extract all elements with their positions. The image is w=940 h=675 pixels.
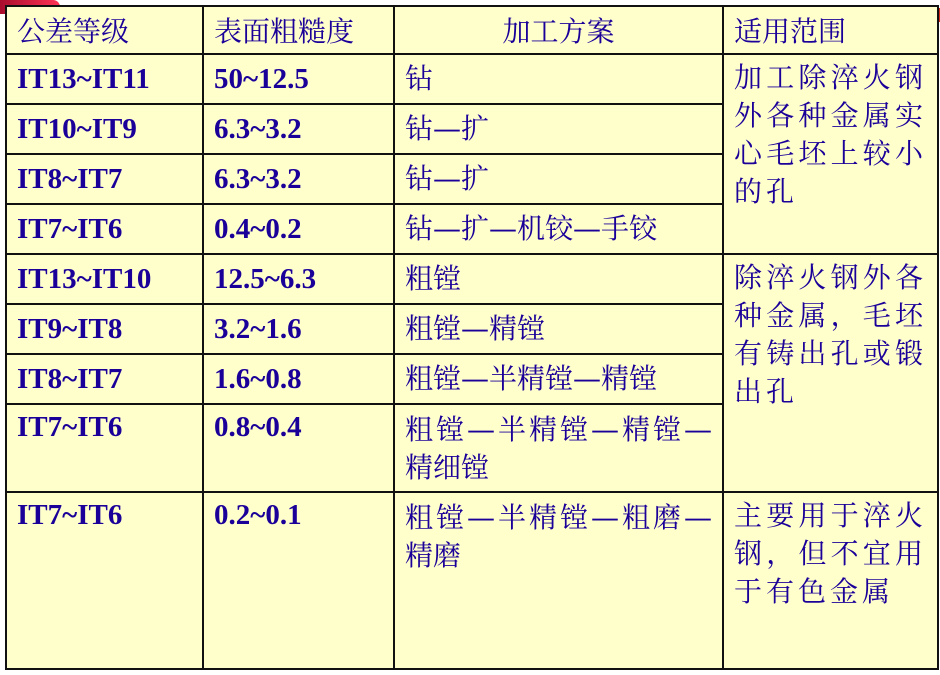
- process-cell: 粗镗—精镗: [394, 304, 723, 354]
- process-cell: 粗镗: [394, 254, 723, 304]
- grade-cell: IT7~IT6: [6, 404, 203, 492]
- table-row: [6, 492, 938, 669]
- process-cell: 钻—扩: [394, 154, 723, 204]
- grade-cell: IT7~IT6: [6, 204, 203, 254]
- header-roughness: 表面粗糙度: [203, 6, 394, 54]
- hole-machining-table: [5, 5, 939, 670]
- header-grade: 公差等级: [6, 6, 203, 54]
- process-cell: 钻: [394, 54, 723, 104]
- scope-cell-drilling: 加工除淬火钢外各种金属实心毛坯上较小的孔: [723, 54, 938, 254]
- grade-cell: IT9~IT8: [6, 304, 203, 354]
- process-cell: 粗镗—半精镗—粗磨—精磨: [394, 492, 723, 669]
- roughness-cell: 0.8~0.4: [203, 404, 394, 492]
- roughness-cell: 6.3~3.2: [203, 154, 394, 204]
- table-row: [6, 254, 938, 304]
- roughness-cell: 3.2~1.6: [203, 304, 394, 354]
- grade-cell: IT10~IT9: [6, 104, 203, 154]
- process-cell: 粗镗—半精镗—精镗—精细镗: [394, 404, 723, 492]
- scope-cell-grinding: 主要用于淬火钢，但不宜用于有色金属: [723, 492, 938, 669]
- roughness-cell: 6.3~3.2: [203, 104, 394, 154]
- header-process: 加工方案: [394, 6, 723, 54]
- roughness-cell: 0.4~0.2: [203, 204, 394, 254]
- process-cell: 粗镗—半精镗—精镗: [394, 354, 723, 404]
- grade-cell: IT13~IT11: [6, 54, 203, 104]
- header-scope: 适用范围: [723, 6, 938, 54]
- roughness-cell: 0.2~0.1: [203, 492, 394, 669]
- process-cell: 钻—扩: [394, 104, 723, 154]
- roughness-cell: 1.6~0.8: [203, 354, 394, 404]
- grade-cell: IT8~IT7: [6, 354, 203, 404]
- scope-cell-boring: 除淬火钢外各种金属，毛坯有铸出孔或锻出孔: [723, 254, 938, 492]
- roughness-cell: 50~12.5: [203, 54, 394, 104]
- table-row: [6, 54, 938, 104]
- roughness-cell: 12.5~6.3: [203, 254, 394, 304]
- process-cell: 钻—扩—机铰—手铰: [394, 204, 723, 254]
- grade-cell: IT8~IT7: [6, 154, 203, 204]
- grade-cell: IT7~IT6: [6, 492, 203, 669]
- grade-cell: IT13~IT10: [6, 254, 203, 304]
- header-row: [6, 6, 938, 54]
